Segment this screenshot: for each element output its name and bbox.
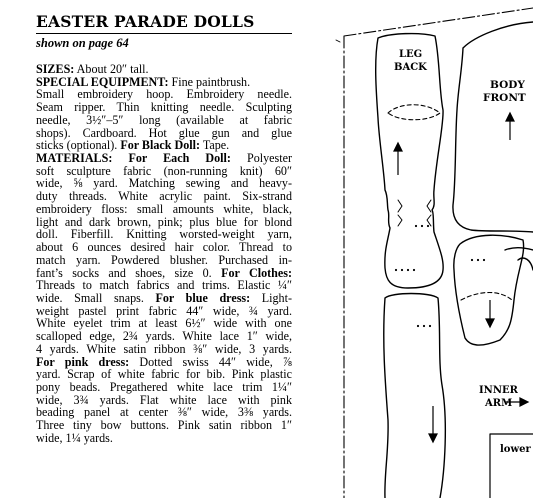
body-text: Dotted swiss 44″ wide, ⅞ xyxy=(129,354,292,369)
body-text: 4 yards. White satin ribbon ⅜″ wide, 3 yards. xyxy=(36,341,292,356)
body-text: weight pastel print fabric 44″ wide, ¾ yard. xyxy=(36,303,292,318)
arm-piece xyxy=(505,248,533,270)
body-text: pony beads. Pregathered white lace trim 1¼″ xyxy=(36,379,292,394)
article-subtitle: shown on page 64 xyxy=(36,36,129,50)
body-text: beading panel at center ⅜″ wide, 3⅜ yards. xyxy=(36,405,292,420)
body-text: Small embroidery hoop. Embroidery needle. xyxy=(36,87,292,102)
body-text: Seam ripper. Thin knitting needle. Sculpting xyxy=(36,100,292,115)
body-text: About 20″ tall. xyxy=(74,62,149,76)
body-text: soft sculpture fabric (non-running knit) 60″ xyxy=(36,163,292,178)
body-text: Tape. xyxy=(200,138,230,153)
body-text: Threads to match fabrics and trims. Elastic ¼″ xyxy=(36,278,292,293)
article-body xyxy=(36,63,292,445)
body-text: yard. Scrap of white fabric for bib. Pink plastic xyxy=(36,367,292,382)
body-text: light and dark brown, pink; plus blue for blond xyxy=(36,214,292,229)
body-text: about 6 ounces desired hair color. Thread to xyxy=(36,240,292,255)
leg-label-1: LEG xyxy=(399,49,423,60)
body-heading: SIZES: xyxy=(36,62,75,76)
body-text: wide, ⅝ yard. Matching sewing and heavy- xyxy=(36,176,292,191)
body-heading: For blue dress: xyxy=(155,290,251,305)
leg-front-piece xyxy=(384,294,446,499)
body-text: shops). Cardboard. Hot glue gun and glue xyxy=(36,125,292,140)
body-text: Fine paintbrush. xyxy=(168,74,251,89)
pattern-illustration xyxy=(330,0,533,498)
body-text: duty threads. White acrylic paint. Six-strand xyxy=(36,189,292,204)
arm-label: ARM xyxy=(485,398,513,409)
body-text: White eyelet trim at least 6½″ wide with one xyxy=(36,316,292,331)
inner-label: INNER xyxy=(479,385,518,396)
body-text: sticks (optional). xyxy=(36,138,121,153)
body-text: fant’s socks and shoes, size 0. xyxy=(36,265,222,280)
body-text: scalloped edge, 2¾ yards. White lace 1″ wide, xyxy=(36,329,292,344)
body-text: wide, 3¾ yards. Flat white lace with pink xyxy=(36,392,292,407)
body-text: embroidery floss: small amounts white, black, xyxy=(36,201,292,216)
body-heading: For Black Doll: xyxy=(120,138,201,153)
body-text: Polyester xyxy=(230,151,292,166)
leg-label-2: BACK xyxy=(394,62,427,73)
body-heading: For pink dress: xyxy=(36,354,130,369)
body-heading: MATERIALS: For Each Doll: xyxy=(36,151,231,166)
body-text: wide. Small snaps. xyxy=(36,290,156,305)
body-text: doll. Fiberfill. Knitting worsted-weight yarn, xyxy=(36,227,292,242)
inner-arm-piece xyxy=(454,235,524,345)
body-heading: For Clothes: xyxy=(221,265,292,280)
lower-label: lower xyxy=(500,444,531,455)
body-text: Three tiny bow buttons. Pink satin ribbon 1″ xyxy=(36,418,292,433)
body-text: Light- xyxy=(250,290,292,305)
body-front-piece xyxy=(453,22,533,232)
body-text: needle, 3½″–5″ long (available at fabric xyxy=(36,112,292,127)
body-line xyxy=(36,432,292,445)
body-text: wide, 1¼ yards. xyxy=(36,430,113,445)
title-rule xyxy=(36,33,292,34)
body-label-2: FRONT xyxy=(483,92,526,104)
body-label-1: BODY xyxy=(490,79,525,91)
article-title: EASTER PARADE DOLLS xyxy=(36,12,255,31)
body-heading: SPECIAL EQUIPMENT: xyxy=(36,74,169,89)
body-text: match yarn. Powdered blusher. Purchased in- xyxy=(36,252,292,267)
